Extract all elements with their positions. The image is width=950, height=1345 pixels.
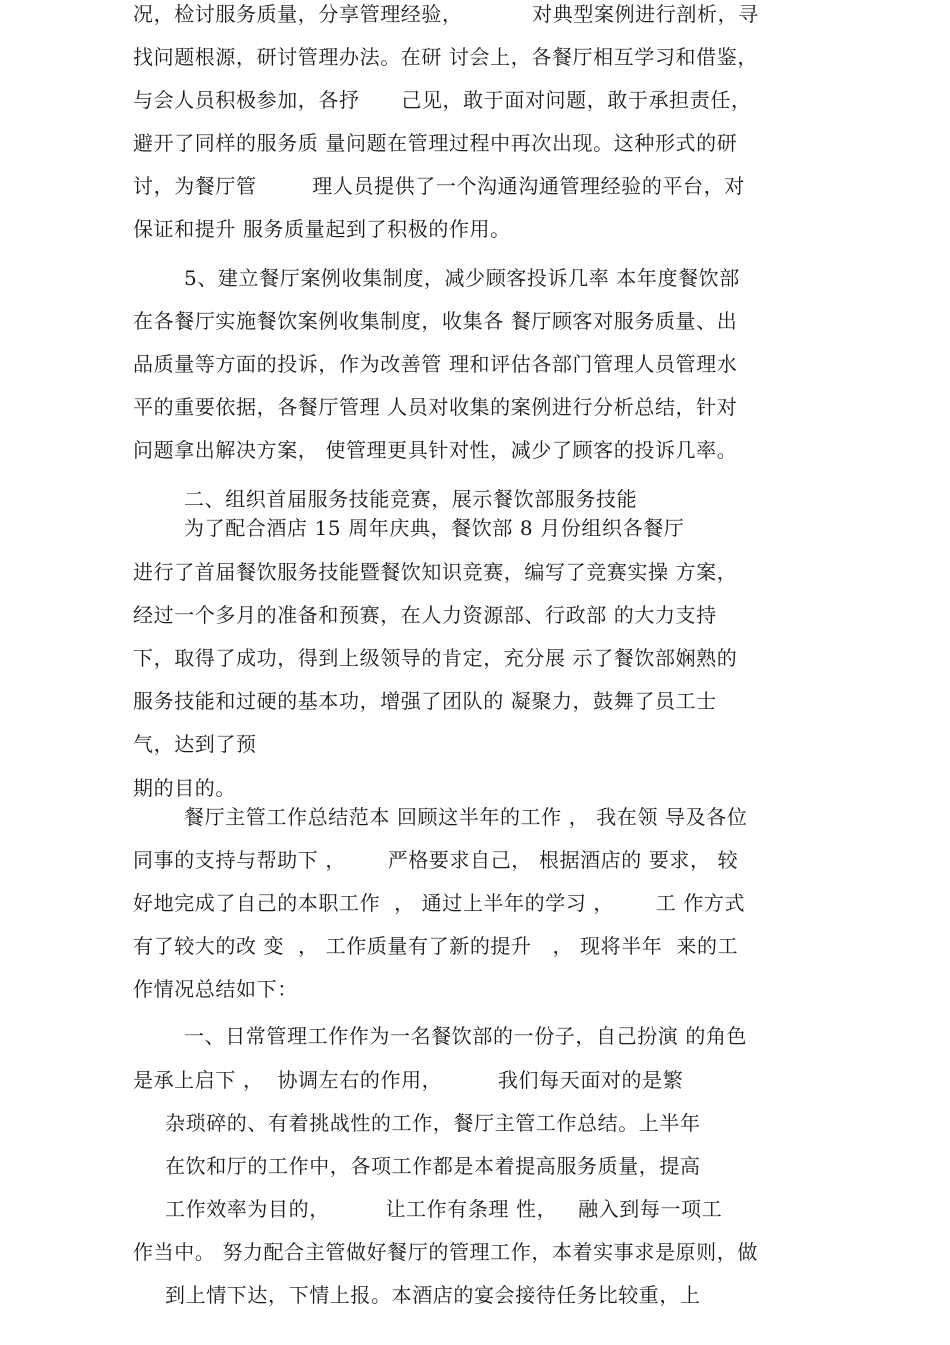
text-line: 期的目的。	[133, 776, 236, 800]
text-line: 问题拿出解决方案， 使管理更具针对性，减少了顾客的投诉几率。	[133, 438, 738, 462]
text-line: 有了较大的改 变 ， 工作质量有了新的提升 ， 现将半年 来的工	[133, 934, 739, 958]
text-line: 作情况总结如下：	[133, 977, 298, 1001]
text-line: 品质量等方面的投诉，作为改善管 理和评估各部门管理人员管理水	[133, 352, 738, 376]
section-heading: 一、日常管理工作作为一名餐饮部的一份子，自己扮演 的角色	[184, 1024, 748, 1048]
text-line: 同事的支持与帮助下 ， 严格要求自己， 根据酒店的 要求， 较	[133, 848, 739, 872]
text-line: 保证和提升 服务质量起到了积极的作用。	[133, 217, 511, 241]
section-heading: 二、组织首届服务技能竞赛，展示餐饮部服务技能	[184, 487, 638, 511]
text-line: 服务技能和过硬的基本功，增强了团队的 凝聚力，鼓舞了员工士	[133, 689, 717, 713]
text-line: 到上情下达，下情上报。本酒店的宴会接待任务比较重，上	[165, 1283, 701, 1307]
text-line: 在饮和厅的工作中，各项工作都是本着提高服务质量，提高	[165, 1154, 701, 1178]
text-line: 避开了同样的服务质 量问题在管理过程中再次出现。这种形式的研	[133, 131, 738, 155]
text-line: 气，达到了预	[133, 732, 257, 756]
text-line: 找问题根源，研讨管理办法。在研 讨会上，各餐厅相互学习和借鉴，	[133, 45, 758, 69]
text-line: 杂琐碎的、有着挑战性的工作，餐厅主管工作总结。上半年	[165, 1111, 701, 1135]
text-line: 经过一个多月的准备和预赛，在人力资源部、行政部 的大力支持	[133, 603, 717, 627]
text-line: 讨，为餐厅管 理人员提供了一个沟通沟通管理经验的平台，对	[133, 174, 745, 198]
text-line: 工作效率为目的， 让工作有条理 性， 融入到每一项工	[165, 1197, 723, 1221]
text-line: 况，检讨服务质量，分享管理经验， 对典型案例进行剖析，寻	[133, 2, 759, 26]
text-line: 在各餐厅实施餐饮案例收集制度，收集各 餐厅顾客对服务质量、出	[133, 309, 738, 333]
text-line: 是承上启下 ， 协调左右的作用， 我们每天面对的是繁	[133, 1068, 684, 1092]
text-line: 平的重要依据，各餐厅管理 人员对收集的案例进行分析总结，针对	[133, 395, 738, 419]
text-line: 下，取得了成功，得到上级领导的肯定，充分展 示了餐饮部娴熟的	[133, 646, 738, 670]
text-line: 餐厅主管工作总结范本 回顾这半年的工作 ， 我在领 导及各位	[184, 805, 748, 829]
text-line: 与会人员积极参加，各抒 己见，敢于面对问题，敢于承担责任，	[133, 88, 752, 112]
text-line: 作当中。 努力配合主管做好餐厅的管理工作，本着实事求是原则，做	[133, 1240, 758, 1264]
text-line: 为了配合酒店 15 周年庆典，餐饮部 8 月份组织各餐厅	[184, 516, 685, 540]
text-line: 5、建立餐厅案例收集制度，减少顾客投诉几率 本年度餐饮部	[184, 266, 740, 290]
text-line: 好地完成了自己的本职工作 ， 通过上半年的学习 ， 工 作方式	[133, 891, 746, 915]
text-line: 进行了首届餐饮服务技能暨餐饮知识竞赛，编写了竞赛实操 方案，	[133, 560, 738, 584]
